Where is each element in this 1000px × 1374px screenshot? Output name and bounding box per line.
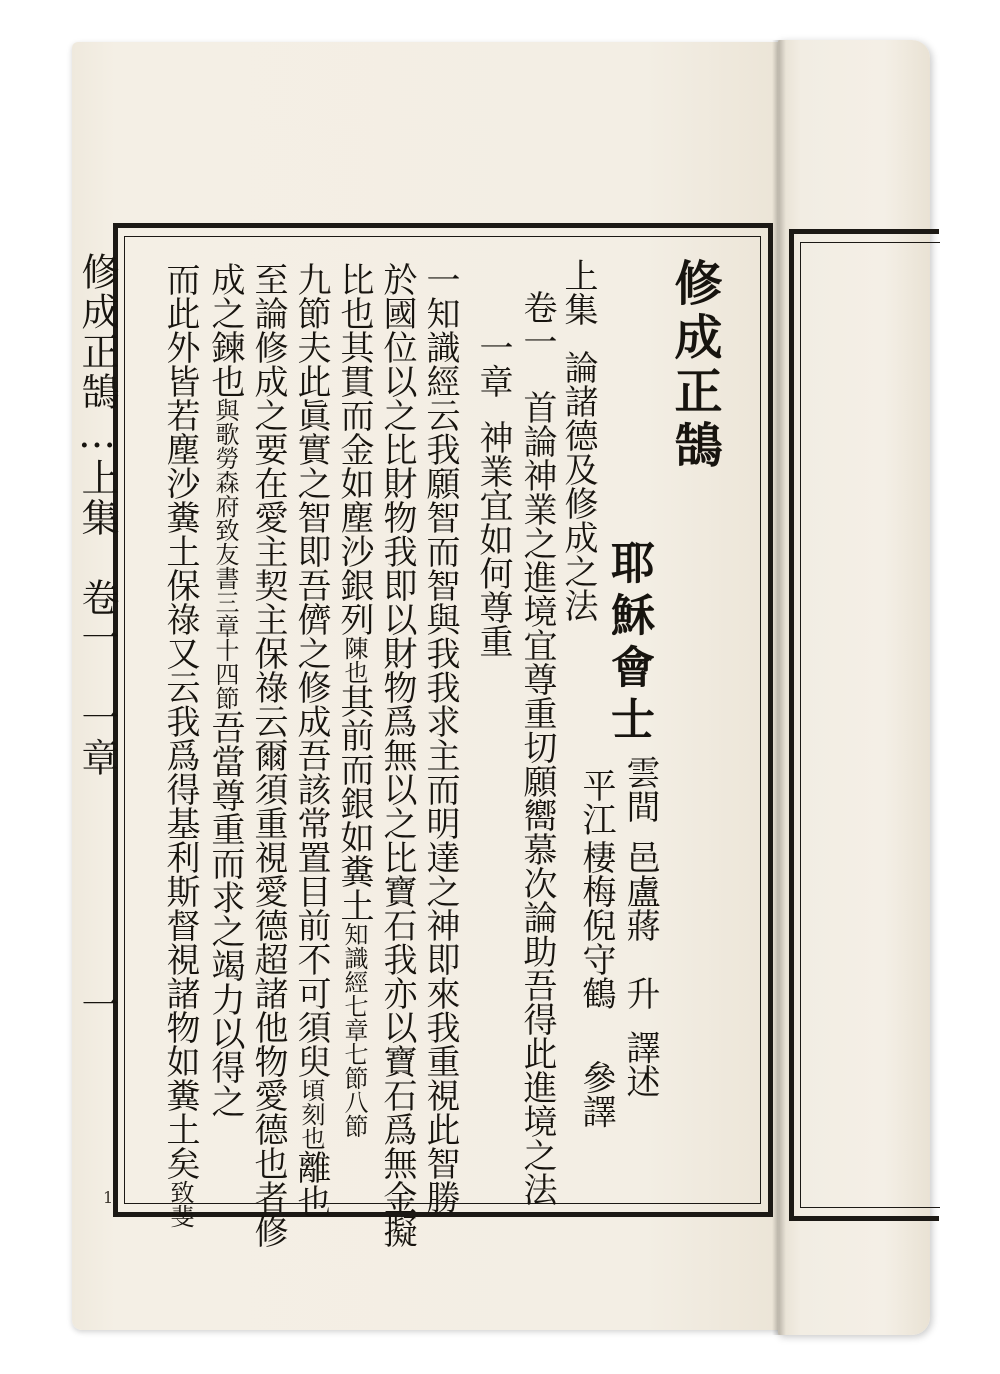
body-column-4-note: 頃刻也 bbox=[297, 1078, 325, 1150]
part-subtitle: 論諸德及修成之法 bbox=[558, 350, 598, 622]
folio-mark: 1 bbox=[103, 1188, 114, 1207]
body-column-1: 一知識經云我願智而智與我我求主而明達之神即來我重視此智勝 bbox=[420, 262, 460, 1214]
body-column-3 bbox=[334, 262, 374, 1138]
translator-2-role: 參譯 bbox=[576, 1060, 616, 1128]
chapter-subtitle: 神業宜如何尊重 bbox=[473, 420, 513, 658]
body-column-4 bbox=[291, 262, 331, 1218]
volume-subtitle: 首論神業之進境宜尊重切願嚮慕次論助吾得此進境之法 bbox=[517, 390, 557, 1206]
right-page-inner-frame bbox=[800, 242, 940, 1208]
part-heading: 上集 bbox=[558, 258, 598, 326]
body-column-6-note: 與歌勞森府致友書三章十四節 bbox=[211, 398, 239, 710]
translator-2-name: 棲梅倪守鶴 bbox=[576, 840, 616, 1010]
body-column-4-main: 九節夫此眞實之智即吾儕之修成吾該常置目前不可須臾 bbox=[291, 262, 331, 1078]
book-title: 修成正鵠 bbox=[666, 258, 722, 474]
translator-1-role: 譯述 bbox=[620, 1030, 660, 1098]
body-column-2: 於國位以之比財物我即以財物爲無以之比寶石我亦以寶石爲無金擬 bbox=[377, 262, 417, 1248]
spine-shadow bbox=[772, 40, 786, 1335]
translator-1-name: 邑盧蔣 升 bbox=[620, 840, 660, 1010]
margin-running-header: 修成正鵠…上集 卷一 一章 bbox=[75, 252, 119, 778]
society-name: 耶穌會士 bbox=[603, 540, 654, 748]
body-column-3-main: 比也其貫而金如塵沙銀列 bbox=[334, 262, 374, 636]
body-column-6-main: 成之鍊也 bbox=[205, 262, 245, 398]
body-column-5: 至論修成之要在愛主契主保祿云爾須重視愛德超諸他物愛德也者修 bbox=[248, 262, 288, 1248]
translator-1-place: 雲間 bbox=[620, 755, 660, 823]
translator-2-place: 平江 bbox=[576, 768, 616, 836]
body-column-7 bbox=[160, 262, 200, 1228]
body-column-3-tail: 其前而銀如糞土 bbox=[334, 684, 374, 922]
body-column-3-note2: 知識經七章七節八節 bbox=[340, 922, 368, 1138]
body-column-6 bbox=[205, 262, 245, 1118]
body-column-4-tail: 離也 bbox=[291, 1150, 331, 1218]
volume-heading: 卷一 bbox=[517, 290, 557, 358]
body-column-7-note: 致斐 bbox=[166, 1180, 194, 1228]
margin-page-number: 一 bbox=[75, 985, 119, 1025]
body-column-7-main: 而此外皆若塵沙糞土保祿又云我爲得基利斯督視諸物如糞土矣 bbox=[160, 262, 200, 1180]
chapter-heading: 一章 bbox=[473, 330, 513, 398]
body-column-3-note: 陳也 bbox=[340, 636, 368, 684]
body-column-6-tail: 吾當尊重而求之竭力以得之 bbox=[205, 710, 245, 1118]
